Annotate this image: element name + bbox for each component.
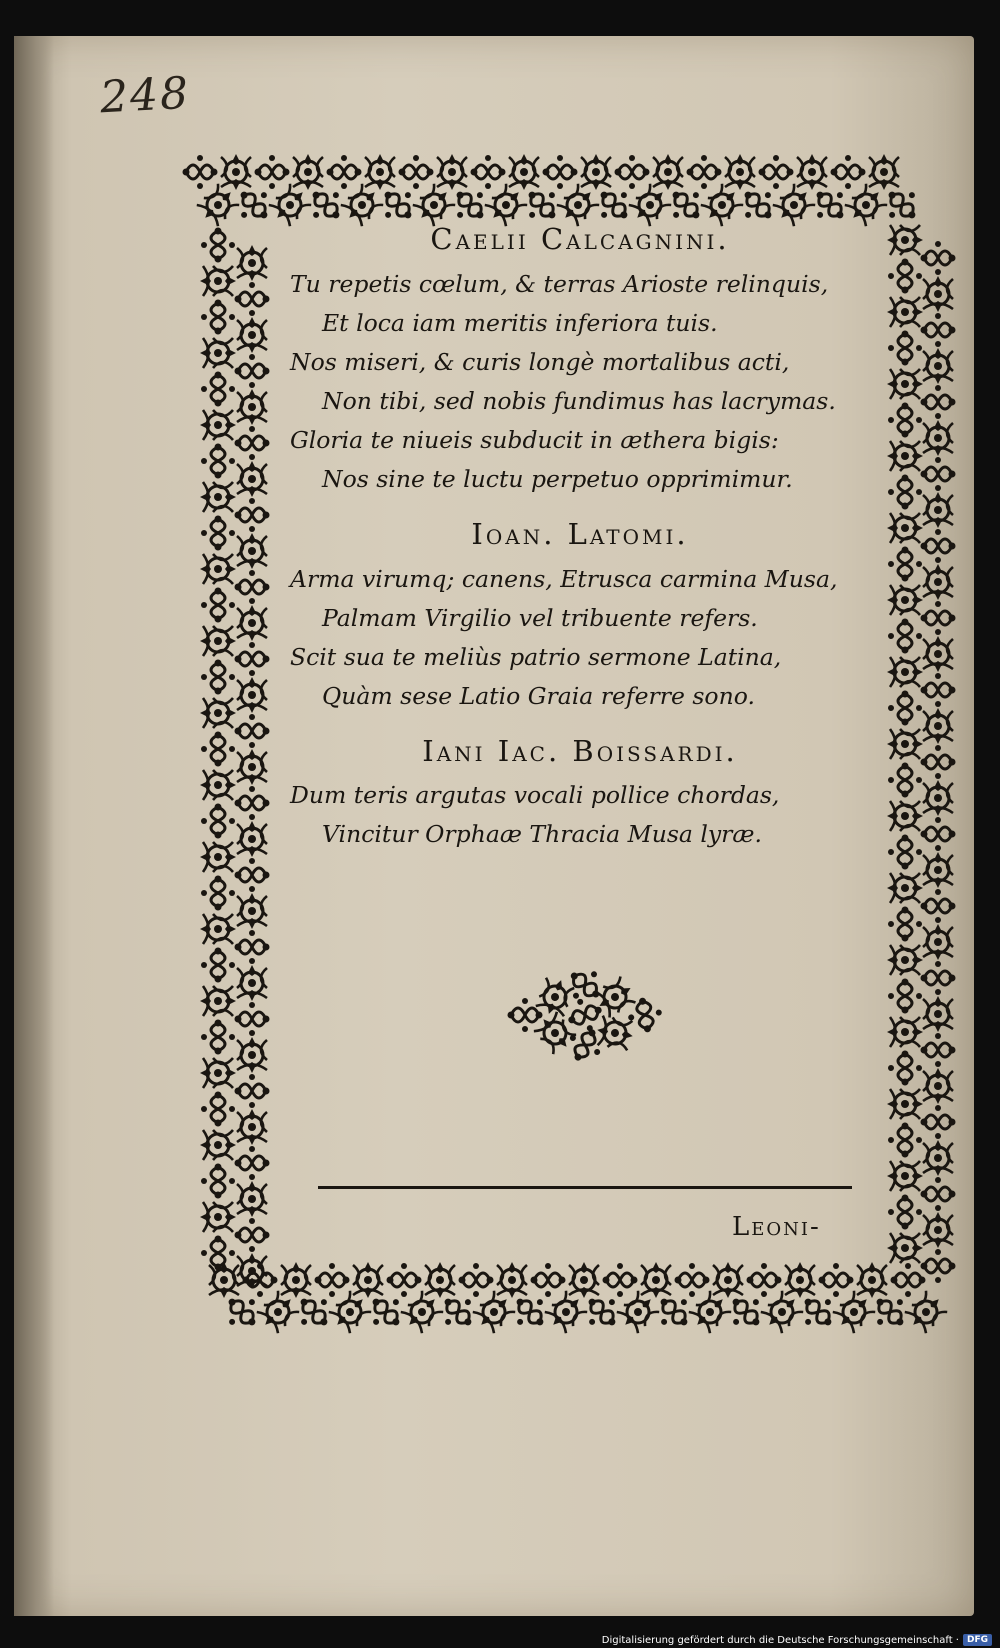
fleuron-unit	[921, 817, 956, 851]
fleuron-unit	[235, 1002, 270, 1036]
fleuron-unit	[923, 780, 953, 816]
fleuron-unit	[200, 482, 236, 512]
verse-line: Vincitur Orphaæ Thracia Musa lyræ.	[322, 820, 762, 849]
fleuron-unit	[921, 745, 956, 779]
dfg-badge: DFG	[963, 1634, 992, 1646]
fleuron-unit	[201, 372, 235, 407]
fleuron-unit	[201, 228, 235, 263]
fleuron-unit	[387, 1263, 422, 1297]
fleuron-unit	[200, 698, 236, 728]
fleuron-unit	[201, 732, 235, 767]
fleuron-unit	[237, 893, 267, 929]
fleuron-unit	[255, 155, 290, 189]
verse-line: Nos sine te luctu perpetuo opprimimur.	[322, 464, 793, 493]
fleuron-unit	[201, 1092, 235, 1127]
verse-line: Gloria te niueis subducit in æthera bigis:	[290, 425, 779, 454]
verse-line: Arma virumq; canens, Etrusca carmina Musa,	[290, 564, 838, 593]
fleuron-unit	[887, 1233, 923, 1263]
fleuron-unit	[869, 154, 899, 190]
fleuron-unit	[508, 998, 543, 1032]
fleuron-unit	[200, 410, 236, 440]
fleuron-unit	[923, 996, 953, 1032]
fleuron-unit	[183, 155, 218, 189]
verse-line: Tu repetis cœlum, & terras Arioste relinquis,	[290, 269, 829, 298]
fleuron-unit	[923, 708, 953, 744]
poem-heading: Iani Iac. Boissardi.	[422, 733, 738, 768]
fleuron-unit	[237, 1109, 267, 1145]
verse-line: Scit sua te meliùs patrio sermone Latina,	[290, 642, 782, 671]
fleuron-unit	[887, 297, 923, 327]
fleuron-unit	[235, 570, 270, 604]
fleuron-unit	[921, 889, 956, 923]
verse-line: Palmam Virgilio vel tribuente refers.	[322, 603, 758, 632]
fleuron-unit	[888, 907, 922, 942]
fleuron-unit	[921, 457, 956, 491]
poem-heading: Ioan. Latomi.	[471, 516, 689, 551]
poem-verse	[290, 560, 870, 716]
fleuron-unit	[425, 1262, 455, 1298]
fleuron-unit	[797, 154, 827, 190]
fleuron-unit	[195, 182, 242, 229]
fleuron-unit	[459, 1263, 494, 1297]
fleuron-unit	[399, 155, 434, 189]
fleuron-unit	[237, 677, 267, 713]
fleuron-unit	[561, 961, 610, 1010]
fleuron-unit	[923, 348, 953, 384]
fleuron-unit	[237, 1253, 267, 1289]
fleuron-unit	[201, 1236, 235, 1271]
fleuron-unit	[509, 154, 539, 190]
fleuron-unit	[888, 1123, 922, 1158]
poem-verse	[290, 776, 870, 854]
fleuron-unit	[562, 1021, 609, 1068]
fleuron-unit	[237, 965, 267, 1001]
fleuron-unit	[921, 961, 956, 995]
verse-line: Dum teris argutas vocali pollice chordas,	[290, 781, 780, 810]
fleuron-ornament-icon	[508, 961, 665, 1069]
fleuron-unit	[237, 245, 267, 281]
fleuron-unit	[201, 1020, 235, 1055]
fleuron-unit	[293, 154, 323, 190]
verse-line: Quàm sese Latio Graia referre sono.	[322, 681, 755, 710]
fleuron-unit	[581, 154, 611, 190]
fleuron-unit	[235, 426, 270, 460]
fleuron-unit	[543, 155, 578, 189]
fleuron-unit	[887, 369, 923, 399]
fleuron-unit	[237, 389, 267, 425]
fleuron-unit	[891, 1263, 926, 1297]
fleuron-unit	[237, 605, 267, 641]
fleuron-unit	[615, 155, 650, 189]
fleuron-unit	[327, 155, 362, 189]
fleuron-unit	[437, 154, 467, 190]
fleuron-unit	[281, 1262, 311, 1298]
fleuron-unit	[201, 660, 235, 695]
fleuron-unit	[887, 441, 923, 471]
fleuron-unit	[235, 642, 270, 676]
fleuron-unit	[887, 513, 923, 543]
fleuron-unit	[921, 673, 956, 707]
handwritten-page-number: 248	[98, 67, 192, 124]
fleuron-unit	[887, 729, 923, 759]
fleuron-unit	[923, 1068, 953, 1104]
fleuron-unit	[200, 770, 236, 800]
fleuron-unit	[725, 154, 755, 190]
fleuron-unit	[887, 801, 923, 831]
fleuron-unit	[923, 924, 953, 960]
fleuron-unit	[888, 763, 922, 798]
fleuron-unit	[595, 1015, 636, 1051]
fleuron-unit	[887, 657, 923, 687]
fleuron-unit	[200, 914, 236, 944]
fleuron-unit	[759, 155, 794, 189]
fleuron-unit	[888, 259, 922, 294]
fleuron-unit	[888, 331, 922, 366]
fleuron-unit	[237, 821, 267, 857]
fleuron-unit	[315, 1263, 350, 1297]
fleuron-unit	[235, 1218, 270, 1252]
catchword-rule	[318, 1186, 852, 1189]
fleuron-unit	[201, 444, 235, 479]
catchword: Leoni-	[732, 1212, 821, 1242]
fleuron-unit	[921, 529, 956, 563]
fleuron-unit	[569, 1262, 599, 1298]
fleuron-unit	[887, 225, 923, 255]
fleuron-unit	[201, 516, 235, 551]
fleuron-unit	[785, 1262, 815, 1298]
fleuron-unit	[887, 1089, 923, 1119]
fleuron-unit	[237, 1181, 267, 1217]
fleuron-unit	[201, 588, 235, 623]
fleuron-unit	[201, 948, 235, 983]
fleuron-unit	[921, 313, 956, 347]
fleuron-unit	[857, 1262, 887, 1298]
fleuron-unit	[200, 1202, 236, 1232]
digitization-credit	[602, 1634, 992, 1646]
fleuron-unit	[237, 1037, 267, 1073]
fleuron-unit	[831, 155, 866, 189]
fleuron-unit	[887, 585, 923, 615]
fleuron-unit	[221, 154, 251, 190]
fleuron-unit	[923, 564, 953, 600]
fleuron-unit	[888, 691, 922, 726]
fleuron-unit	[365, 154, 395, 190]
verse-line: Nos miseri, & curis longè mortalibus acti,	[290, 347, 790, 376]
fleuron-unit	[237, 461, 267, 497]
fleuron-unit	[923, 276, 953, 312]
fleuron-unit	[687, 155, 722, 189]
fleuron-unit	[235, 498, 270, 532]
fleuron-unit	[237, 749, 267, 785]
fleuron-unit	[819, 1263, 854, 1297]
poem-text-block	[290, 222, 870, 872]
fleuron-unit	[747, 1263, 782, 1297]
fleuron-unit	[200, 554, 236, 584]
fleuron-unit	[235, 1146, 270, 1180]
fleuron-unit	[921, 1105, 956, 1139]
fleuron-unit	[497, 1262, 527, 1298]
fleuron-unit	[888, 1051, 922, 1086]
credit-text: Digitalisierung gefördert durch die Deutsche Forschungsgemeinschaft ·	[601, 1634, 959, 1646]
fleuron-unit	[675, 1263, 710, 1297]
fleuron-unit	[888, 979, 922, 1014]
fleuron-unit	[531, 1263, 566, 1297]
fleuron-unit	[887, 873, 923, 903]
fleuron-unit	[237, 317, 267, 353]
fleuron-unit	[888, 403, 922, 438]
fleuron-unit	[201, 300, 235, 335]
fleuron-unit	[200, 1130, 236, 1160]
fleuron-unit	[888, 619, 922, 654]
fleuron-unit	[235, 282, 270, 316]
fleuron-unit	[923, 1140, 953, 1176]
fleuron-unit	[353, 1262, 383, 1298]
fleuron-unit	[921, 1033, 956, 1067]
fleuron-unit	[921, 1177, 956, 1211]
fleuron-unit	[921, 241, 956, 275]
verse-line: Et loca iam meritis inferiora tuis.	[322, 308, 718, 337]
fleuron-unit	[923, 636, 953, 672]
fleuron-unit	[888, 547, 922, 582]
fleuron-unit	[921, 601, 956, 635]
fleuron-unit	[923, 852, 953, 888]
fleuron-unit	[923, 1212, 953, 1248]
fleuron-unit	[603, 1263, 638, 1297]
fleuron-unit	[471, 155, 506, 189]
fleuron-unit	[200, 1058, 236, 1088]
fleuron-unit	[888, 835, 922, 870]
fleuron-unit	[888, 1195, 922, 1230]
fleuron-unit	[209, 1262, 239, 1298]
fleuron-unit	[887, 945, 923, 975]
fleuron-unit	[888, 475, 922, 510]
fleuron-unit	[921, 1249, 956, 1283]
fleuron-unit	[200, 986, 236, 1016]
poem-heading: Caelii Calcagnini.	[430, 222, 730, 256]
fleuron-unit	[923, 420, 953, 456]
fleuron-unit	[237, 533, 267, 569]
fleuron-unit	[235, 714, 270, 748]
verse-line: Non tibi, sed nobis fundimus has lacrymas.	[322, 386, 836, 415]
fleuron-unit	[235, 858, 270, 892]
fleuron-unit	[200, 626, 236, 656]
fleuron-unit	[235, 786, 270, 820]
fleuron-unit	[235, 354, 270, 388]
fleuron-unit	[201, 804, 235, 839]
fleuron-unit	[235, 930, 270, 964]
fleuron-unit	[921, 385, 956, 419]
fleuron-unit	[200, 266, 236, 296]
fleuron-unit	[923, 492, 953, 528]
fleuron-unit	[201, 1164, 235, 1199]
fleuron-unit	[641, 1262, 671, 1298]
fleuron-unit	[200, 842, 236, 872]
fleuron-unit	[713, 1262, 743, 1298]
fleuron-unit	[653, 154, 683, 190]
poem-verse	[290, 265, 870, 499]
fleuron-unit	[200, 338, 236, 368]
fleuron-unit	[887, 1017, 923, 1047]
fleuron-unit	[201, 876, 235, 911]
fleuron-unit	[235, 1074, 270, 1108]
fleuron-unit	[887, 1161, 923, 1191]
